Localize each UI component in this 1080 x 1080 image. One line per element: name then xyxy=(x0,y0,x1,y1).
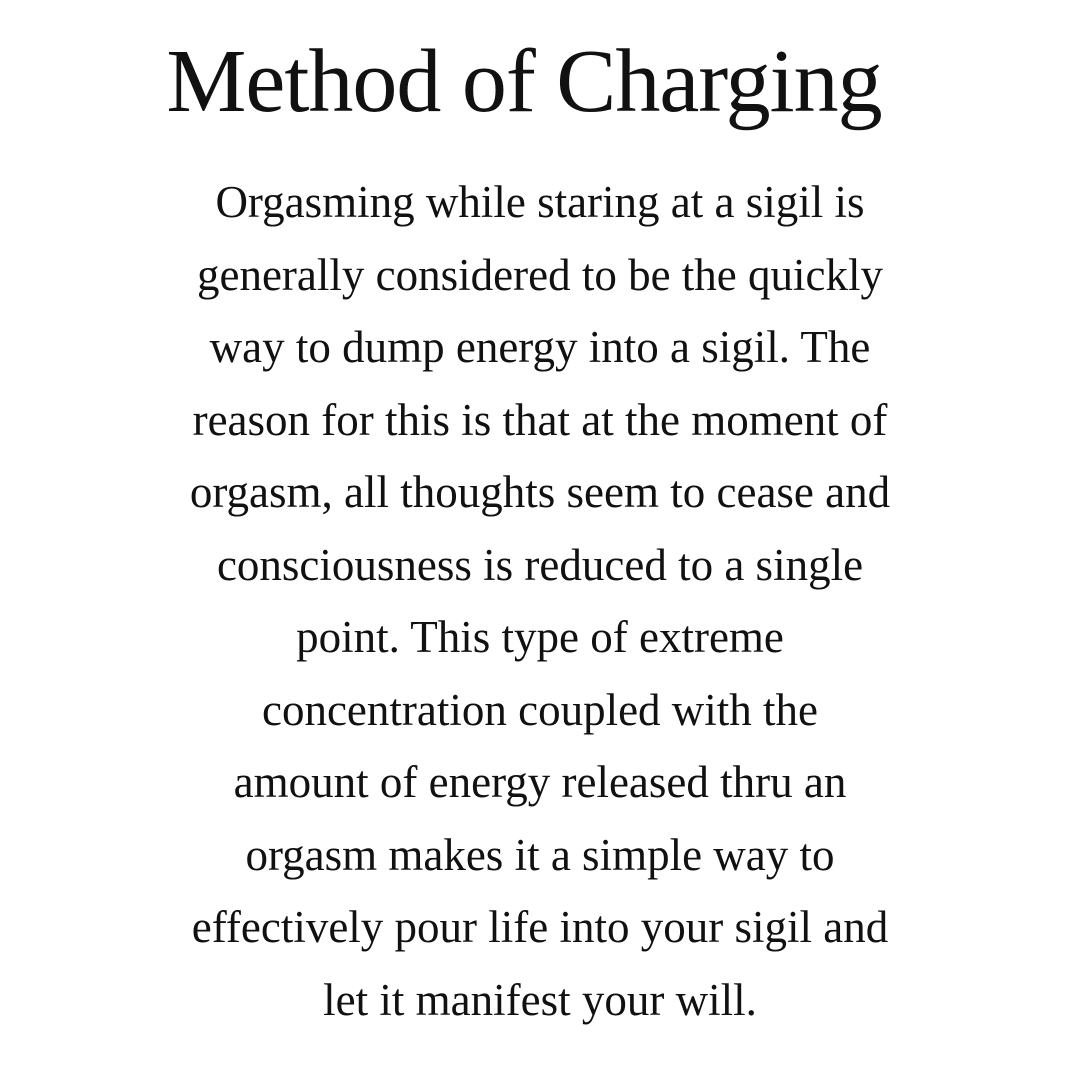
page-title: Method of Charging xyxy=(166,32,882,131)
paragraph-line-4: reason for this is that at the moment of xyxy=(192,394,888,445)
paragraph-line-1: Orgasming while staring at a sigil is xyxy=(215,177,865,227)
paragraph-line-2: generally considered to be the quickly xyxy=(196,249,883,300)
paragraph-line-8: concentration coupled with the xyxy=(261,684,819,735)
paragraph-line-9: amount of energy released thru an xyxy=(233,757,847,807)
paragraph-line-11: effectively pour life into your sigil and xyxy=(191,902,889,952)
paragraph-line-5: orgasm, all thoughts seem to cease and xyxy=(189,467,891,517)
paragraph-line-12: let it manifest your will. xyxy=(323,974,757,1025)
paragraph-line-6: consciousness is reduced to a single xyxy=(216,539,864,590)
paragraph-line-7: point. This type of extreme xyxy=(296,612,784,662)
paragraph-line-10: orgasm makes it a simple way to xyxy=(245,829,835,880)
paragraph-line-3: way to dump energy into a sigil. The xyxy=(209,322,871,372)
body-paragraph xyxy=(80,166,1000,1036)
